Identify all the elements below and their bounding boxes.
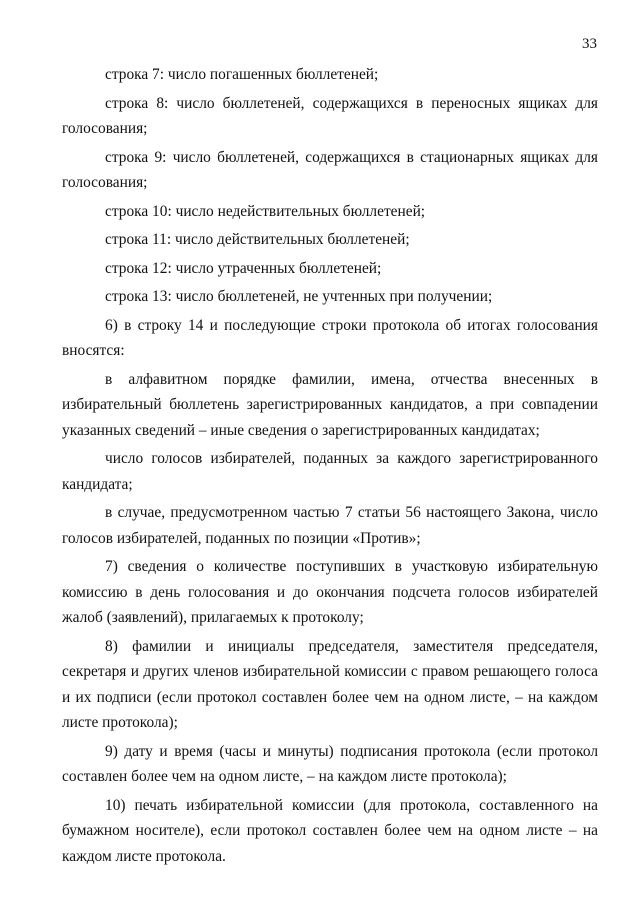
paragraph: строка 12: число утраченных бюллетеней; [105, 259, 382, 277]
paragraph: 9) дату и время (часы и минуты) подписания протокола (если протокол составлен более чем на одном листе, – на каждом листе протокола); [62, 742, 598, 785]
paragraph: 8) фамилии и инициалы председателя, заместителя председателя, секретаря и других членов избирательной комиссии с правом решающего голоса и их подписи (если протокол составлен более чем на одном листе, – на каждом листе протокола); [62, 637, 598, 731]
paragraph: в случае, предусмотренном частью 7 статьи 56 настоящего Закона, число голосов избирателей, поданных по позиции «Против»; [62, 504, 598, 547]
paragraph: 10) печать избирательной комиссии (для протокола, составленного на бумажном носителе), если протокол составлен более чем на одном листе – на каждом листе протокола. [62, 796, 598, 865]
paragraph: число голосов избирателей, поданных за каждого зарегистрированного кандидата; [62, 450, 598, 493]
page-number: 33 [582, 36, 597, 52]
paragraph: строка 11: число действительных бюллетеней; [105, 231, 410, 248]
document-body [62, 62, 598, 869]
paragraph: 6) в строку 14 и последующие строки протокола об итогах голосования вносятся: [62, 316, 598, 359]
paragraph: 7) сведения о количестве поступивших в участковую избирательную комиссию в день голосования и до окончания подсчета голосов избирателей жалоб (заявлений), прилагаемых к протоколу; [62, 558, 598, 626]
paragraph: строка 7: число погашенных бюллетеней; [105, 66, 379, 83]
paragraph: строка 9: число бюллетеней, содержащихся в стационарных ящиках для голосования; [62, 148, 598, 191]
paragraph: в алфавитном порядке фамилии, имена, отчества внесенных в избирательный бюллетень зарегистрированных кандидатов, а при совпадении указанных сведений – иные сведения о зарегистрированных кандидатах; [62, 370, 598, 439]
paragraph: строка 10: число недействительных бюллетеней; [105, 202, 426, 220]
paragraph: строка 8: число бюллетеней, содержащихся в переносных ящиках для голосования; [62, 94, 598, 137]
paragraph: строка 13: число бюллетеней, не учтенных при получении; [105, 288, 493, 305]
